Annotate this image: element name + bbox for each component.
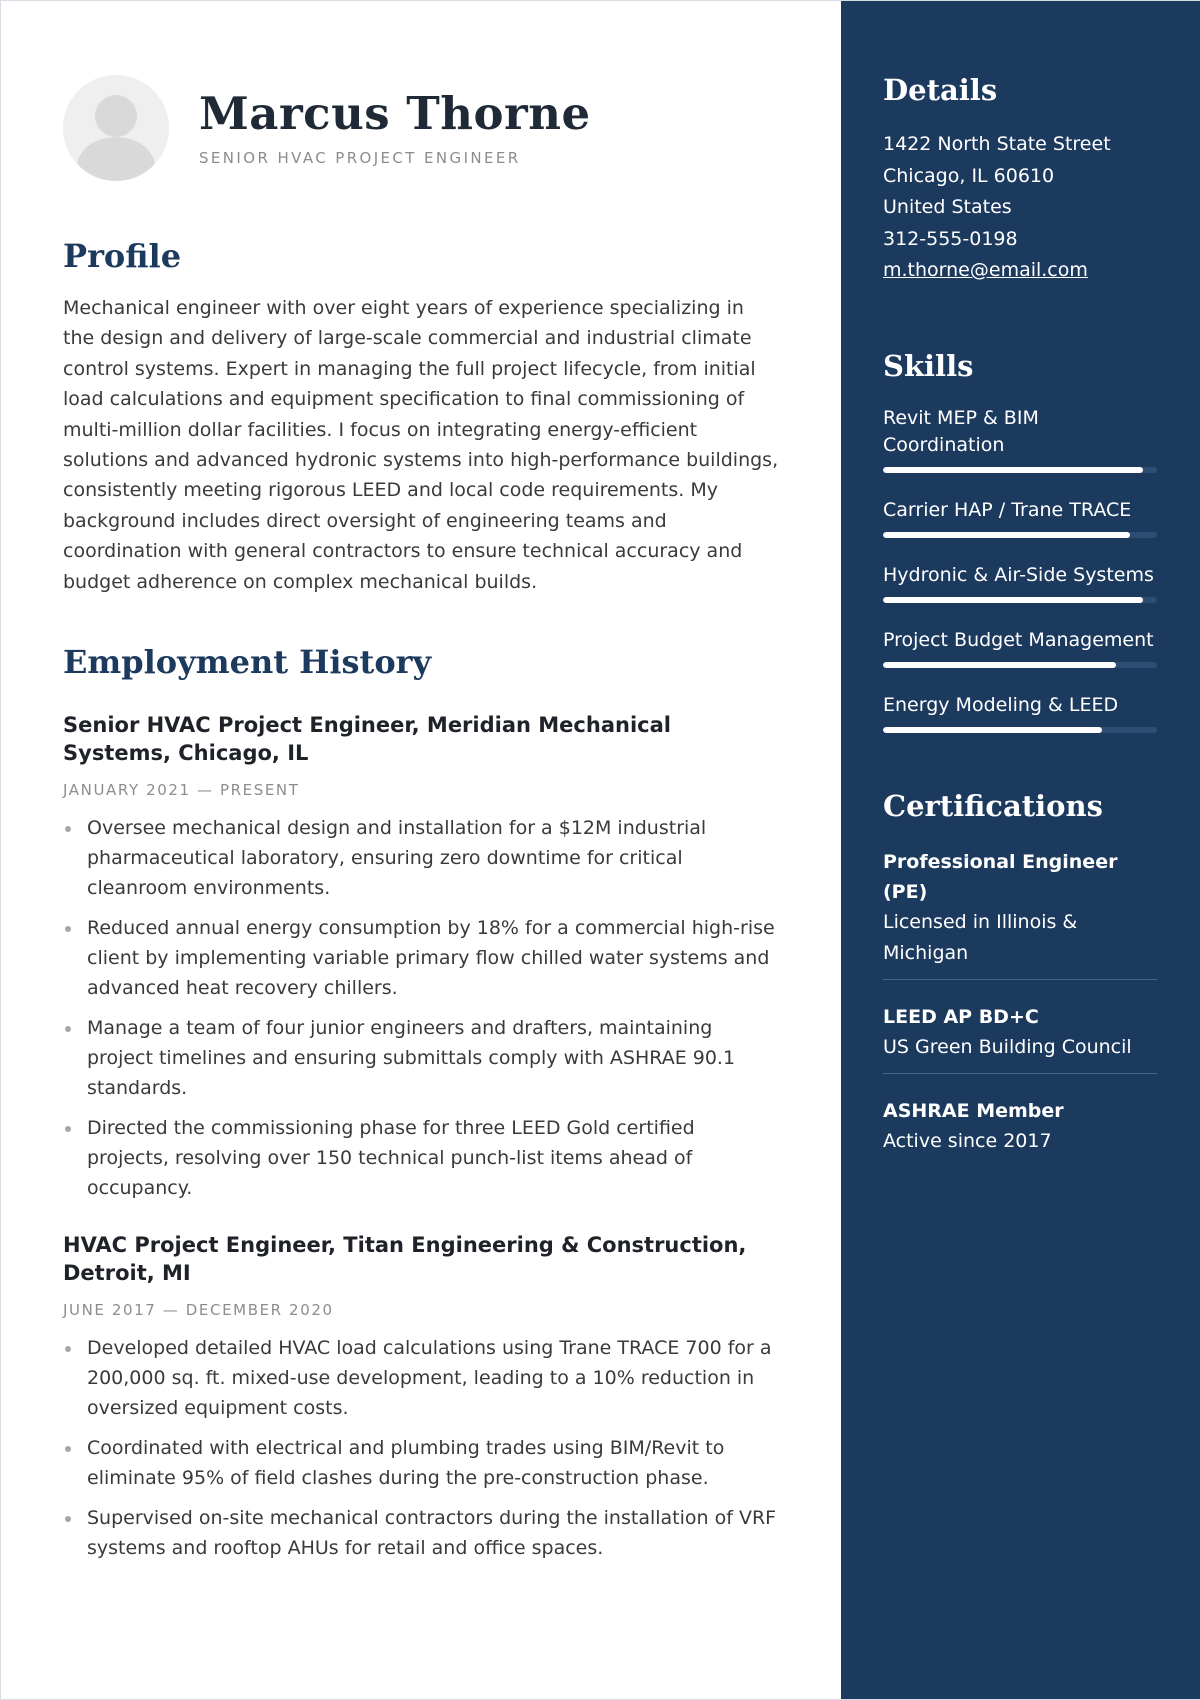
- address-line-2: Chicago, IL 60610: [883, 164, 1055, 187]
- skill-bar-fill: [883, 532, 1130, 538]
- email-link[interactable]: m.thorne@email.com: [883, 259, 1088, 281]
- job-bullet: Reduced annual energy consumption by 18% for a commercial high-rise client by implementing variable primary flow chilled water systems and advanced heat recovery chillers.: [63, 913, 779, 1003]
- skill-label: Hydronic & Air-Side Systems: [883, 563, 1154, 586]
- job-bullet: Developed detailed HVAC load calculations using Trane TRACE 700 for a 200,000 sq. ft. mixed-use development, leading to a 10% reduction in oversized equipment costs.: [63, 1333, 779, 1423]
- certification-name: Professional Engineer (PE): [883, 850, 1118, 903]
- skill-label: Revit MEP & BIM Coordination: [883, 406, 1039, 456]
- skill-bar-fill: [883, 467, 1143, 473]
- skill-label: Energy Modeling & LEED: [883, 693, 1119, 716]
- job-dates: JUNE 2017 — DECEMBER 2020: [63, 1301, 334, 1320]
- certification-item: [883, 1002, 1157, 1074]
- certification-desc: Licensed in Illinois & Michigan: [883, 910, 1078, 964]
- certification-name: LEED AP BD+C: [883, 1005, 1039, 1028]
- job-entry-1: [63, 711, 779, 1203]
- certifications-heading: Certifications: [883, 788, 1103, 823]
- person-name: Marcus Thorne: [199, 87, 591, 141]
- sidebar: [841, 1, 1200, 1699]
- job-bullet: Directed the commissioning phase for three LEED Gold certified projects, resolving over 150 technical punch-list items ahead of occupancy.: [63, 1113, 779, 1203]
- avatar-placeholder-icon: [63, 75, 169, 181]
- job-bullets: [63, 1333, 779, 1563]
- certification-desc: Active since 2017: [883, 1129, 1052, 1152]
- address-line-1: 1422 North State Street: [883, 133, 1111, 155]
- person-title: SENIOR HVAC PROJECT ENGINEER: [199, 148, 521, 167]
- skill-item: [883, 497, 1157, 538]
- skill-bar-fill: [883, 662, 1116, 668]
- skills-list: [883, 405, 1157, 733]
- job-bullet: Coordinated with electrical and plumbing trades using BIM/Revit to eliminate 95% of field clashes during the pre-construction phase.: [63, 1433, 779, 1493]
- profile-heading: Profile: [63, 237, 182, 275]
- job-bullet: Manage a team of four junior engineers and drafters, maintaining project timelines and ensuring submittals comply with ASHRAE 90.1 standards.: [63, 1013, 779, 1103]
- skill-label: Carrier HAP / Trane TRACE: [883, 498, 1132, 521]
- skill-bar: [883, 532, 1157, 538]
- avatar-shoulders: [77, 137, 155, 181]
- skill-bar-fill: [883, 597, 1143, 603]
- avatar-head: [95, 95, 137, 137]
- details-heading: Details: [883, 73, 998, 107]
- skill-bar: [883, 662, 1157, 668]
- job-bullet: Supervised on-site mechanical contractors during the installation of VRF systems and rooftop AHUs for retail and office spaces.: [63, 1503, 779, 1563]
- job-title: Senior HVAC Project Engineer, Meridian Mechanical Systems, Chicago, IL: [63, 713, 671, 766]
- main-column: [1, 1, 841, 1699]
- job-dates: JANUARY 2021 — PRESENT: [63, 781, 300, 800]
- skill-item: [883, 627, 1157, 668]
- details-block: [883, 129, 1157, 287]
- skill-item: [883, 562, 1157, 603]
- job-entry-2: [63, 1231, 779, 1563]
- address-country: United States: [883, 196, 1012, 218]
- resume-header: [63, 75, 779, 181]
- skill-item: [883, 405, 1157, 473]
- profile-text: Mechanical engineer with over eight years of experience specializing in the design and delivery of large-scale commercial and industrial climate control systems. Expert in managing the full project lifecycle, from initial load calculations and equipment specification to final commissioning of multi-million dollar facilities. I focus on integrating energy-efficient solutions and advanced hydronic systems into high-performance buildings, consistently meeting rigorous LEED and local code requirements. My background includes direct oversight of engineering teams and coordination with general contractors to ensure technical accuracy and budget adherence on complex mechanical builds.: [63, 297, 779, 593]
- employment-heading: Employment History: [63, 643, 432, 682]
- skill-label: Project Budget Management: [883, 628, 1154, 651]
- skills-heading: Skills: [883, 348, 974, 383]
- skill-item: [883, 692, 1157, 733]
- skill-bar-fill: [883, 727, 1102, 733]
- skill-bar: [883, 597, 1157, 603]
- certifications-list: [883, 847, 1157, 1167]
- certification-item: [883, 1096, 1157, 1167]
- job-title: HVAC Project Engineer, Titan Engineering & Construction, Detroit, MI: [63, 1233, 747, 1286]
- header-text: [199, 89, 591, 167]
- job-bullets: [63, 813, 779, 1203]
- job-bullet: Oversee mechanical design and installation for a $12M industrial pharmaceutical laboratory, ensuring zero downtime for critical cleanroom environments.: [63, 813, 779, 903]
- certification-item: [883, 847, 1157, 980]
- certification-desc: US Green Building Council: [883, 1035, 1132, 1058]
- certification-name: ASHRAE Member: [883, 1099, 1064, 1122]
- skill-bar: [883, 467, 1157, 473]
- skill-bar: [883, 727, 1157, 733]
- phone-number: 312-555-0198: [883, 227, 1018, 250]
